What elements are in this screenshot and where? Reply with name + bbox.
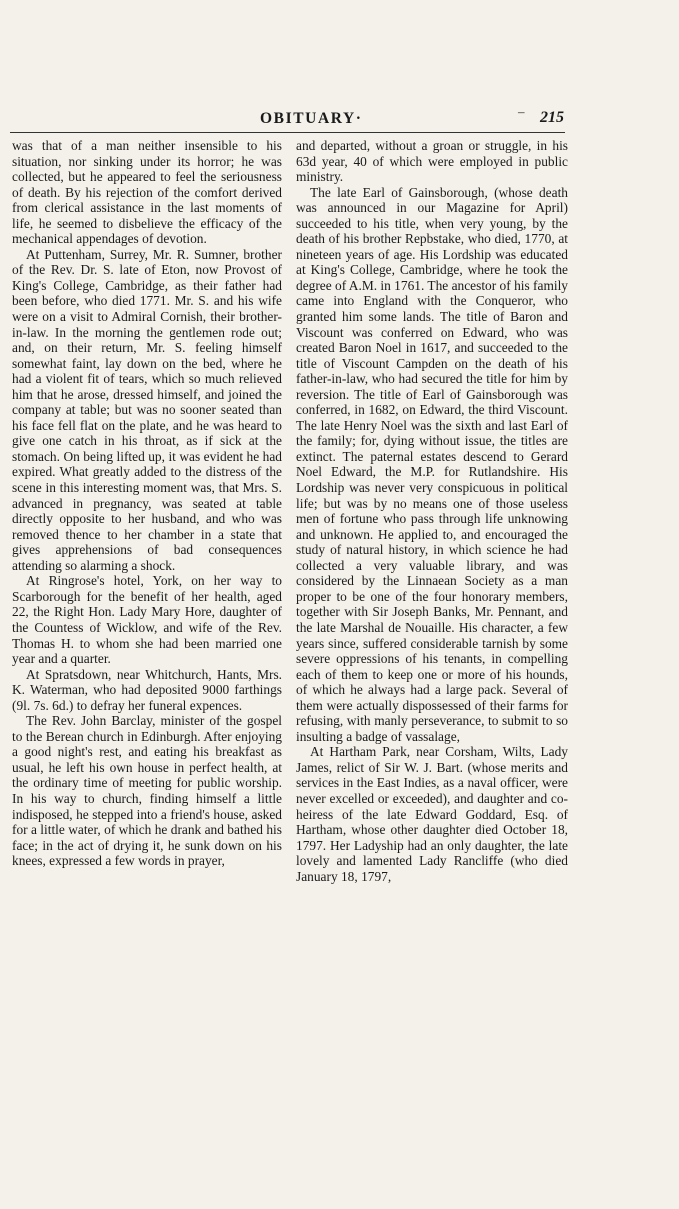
paragraph: The late Earl of Gainsborough, (whose death was announced in our Magazine for April) succeeded to his title, when very young, by the death of his brother Repbstake, who died, 1770, at nineteen years of age. His Lordship was educated at King's College, Cambridge, where he took the degree of A.M. in 1761. The ancestor of his family came into England with the Conqueror, who granted him some lands. The title of Baron and Viscount was conferred on Edward, who was created Baron Noel in 1617, and succeeded to the title of Viscount Campden on the death of his father-in-law, who had secured the title for him by reversion. The title of Earl of Gainsborough was conferred, in 1682, on Edward, the third Viscount. The late Henry Noel was the sixth and last Earl of the family; for, dying without issue, the titles are extinct. The paternal estates descend to Gerard Noel Edward, the M.P. for Rutlandshire. His Lordship was never very conspicuous in political life; but was by no means one of those useless men of fortune who pass through life unknowing and unknown. He applied to, and encouraged the study of natural history, in which science he had collected a very valuable library, and was considered by the Linnaean Society as a man proper to be one of the four honorary members, together with Sir Joseph Banks, Mr. Pennant, and the late Marshal de Nouaille. His character, a few years since, suffered considerable tarnish by some severe oppressions of his tenants, in compelling each of them to keep one or more of his hounds, of which he always had a large pack. Several of them were actually dispossessed of their farms for refusing, with manly perseverance, to submit to so insulting a badge of vassalage, xyxy=(296,184,568,744)
left-column xyxy=(12,138,282,869)
running-title: OBITUARY· xyxy=(260,110,363,127)
page-header xyxy=(10,104,565,133)
paragraph: At Spratsdown, near Whitchurch, Hants, Mrs. K. Waterman, who had deposited 9000 farthings (9l. 7s. 6d.) to defray her funeral expences. xyxy=(12,666,282,713)
paragraph: At Puttenham, Surrey, Mr. R. Sumner, brother of the Rev. Dr. S. late of Eton, now Provost of King's College, Cambridge, as their father had been before, who died 1771. Mr. S. and his wife were on a visit to Admiral Cornish, their brother-in-law. In the morning the gentlemen rode out; and, on their return, Mr. S. feeling himself somewhat faint, lay down on the bed, where he had a violent fit of tears, which so much relieved him that he arose, dressed himself, and joined the company at table; but was no sooner seated than his face fell flat on the plate, and he was heard to give one catch in his throat, as if sick at the stomach. On being lifted up, it was evident he had expired. What greatly added to the distress of the scene in this interesting moment was, that Mrs. S. advanced in pregnancy, was seated at table directly opposite to her husband, and who was removed thence to her chamber in a state that gives apprehensions of bad consequences attending so alarming a shock. xyxy=(12,246,282,573)
right-column xyxy=(296,138,568,884)
paragraph: The Rev. John Barclay, minister of the gospel to the Berean church in Edinburgh. After enjoying a good night's rest, and eating his breakfast as usual, he left his own house in perfect health, at the ordinary time of meeting for public worship. In his way to church, finding himself a little indisposed, he stepped into a friend's house, asked for a little water, of which he drank and bathed his face; in the act of drying it, he sunk down on his knees, expressed a few words in prayer, xyxy=(12,713,282,869)
paragraph: was that of a man neither insensible to his situation, nor sinking under its horror; he was collected, but he appeared to feel the seriousness of death. By his rejection of the comfort derived from clerical assistance in the last moments of life, he seemed to disbelieve the efficacy of the mechanical appendages of devotion. xyxy=(12,138,282,247)
printer-mark: ‒ xyxy=(518,104,525,119)
paragraph: and departed, without a groan or struggle, in his 63d year, 40 of which were employed in public ministry. xyxy=(296,138,568,185)
paragraph: At Ringrose's hotel, York, on her way to Scarborough for the benefit of her health, aged 22, the Right Hon. Lady Mary Hore, daughter of the Countess of Wicklow, and wife of the Rev. Thomas H. to whom she had been married one year and a quarter. xyxy=(12,573,282,667)
paragraph: At Hartham Park, near Corsham, Wilts, Lady James, relict of Sir W. J. Bart. (whose merits and services in the East Indies, as a naval officer, were never excelled or exceeded), and daughter and co-heiress of the late Edward Goddard, Esq. of Hartham, whose other daughter died October 18, 1797. Her Ladyship had an only daughter, the late lovely and lamented Lady Rancliffe (who died January 18, 1797, xyxy=(296,744,568,884)
page-number: 215 xyxy=(540,109,564,126)
